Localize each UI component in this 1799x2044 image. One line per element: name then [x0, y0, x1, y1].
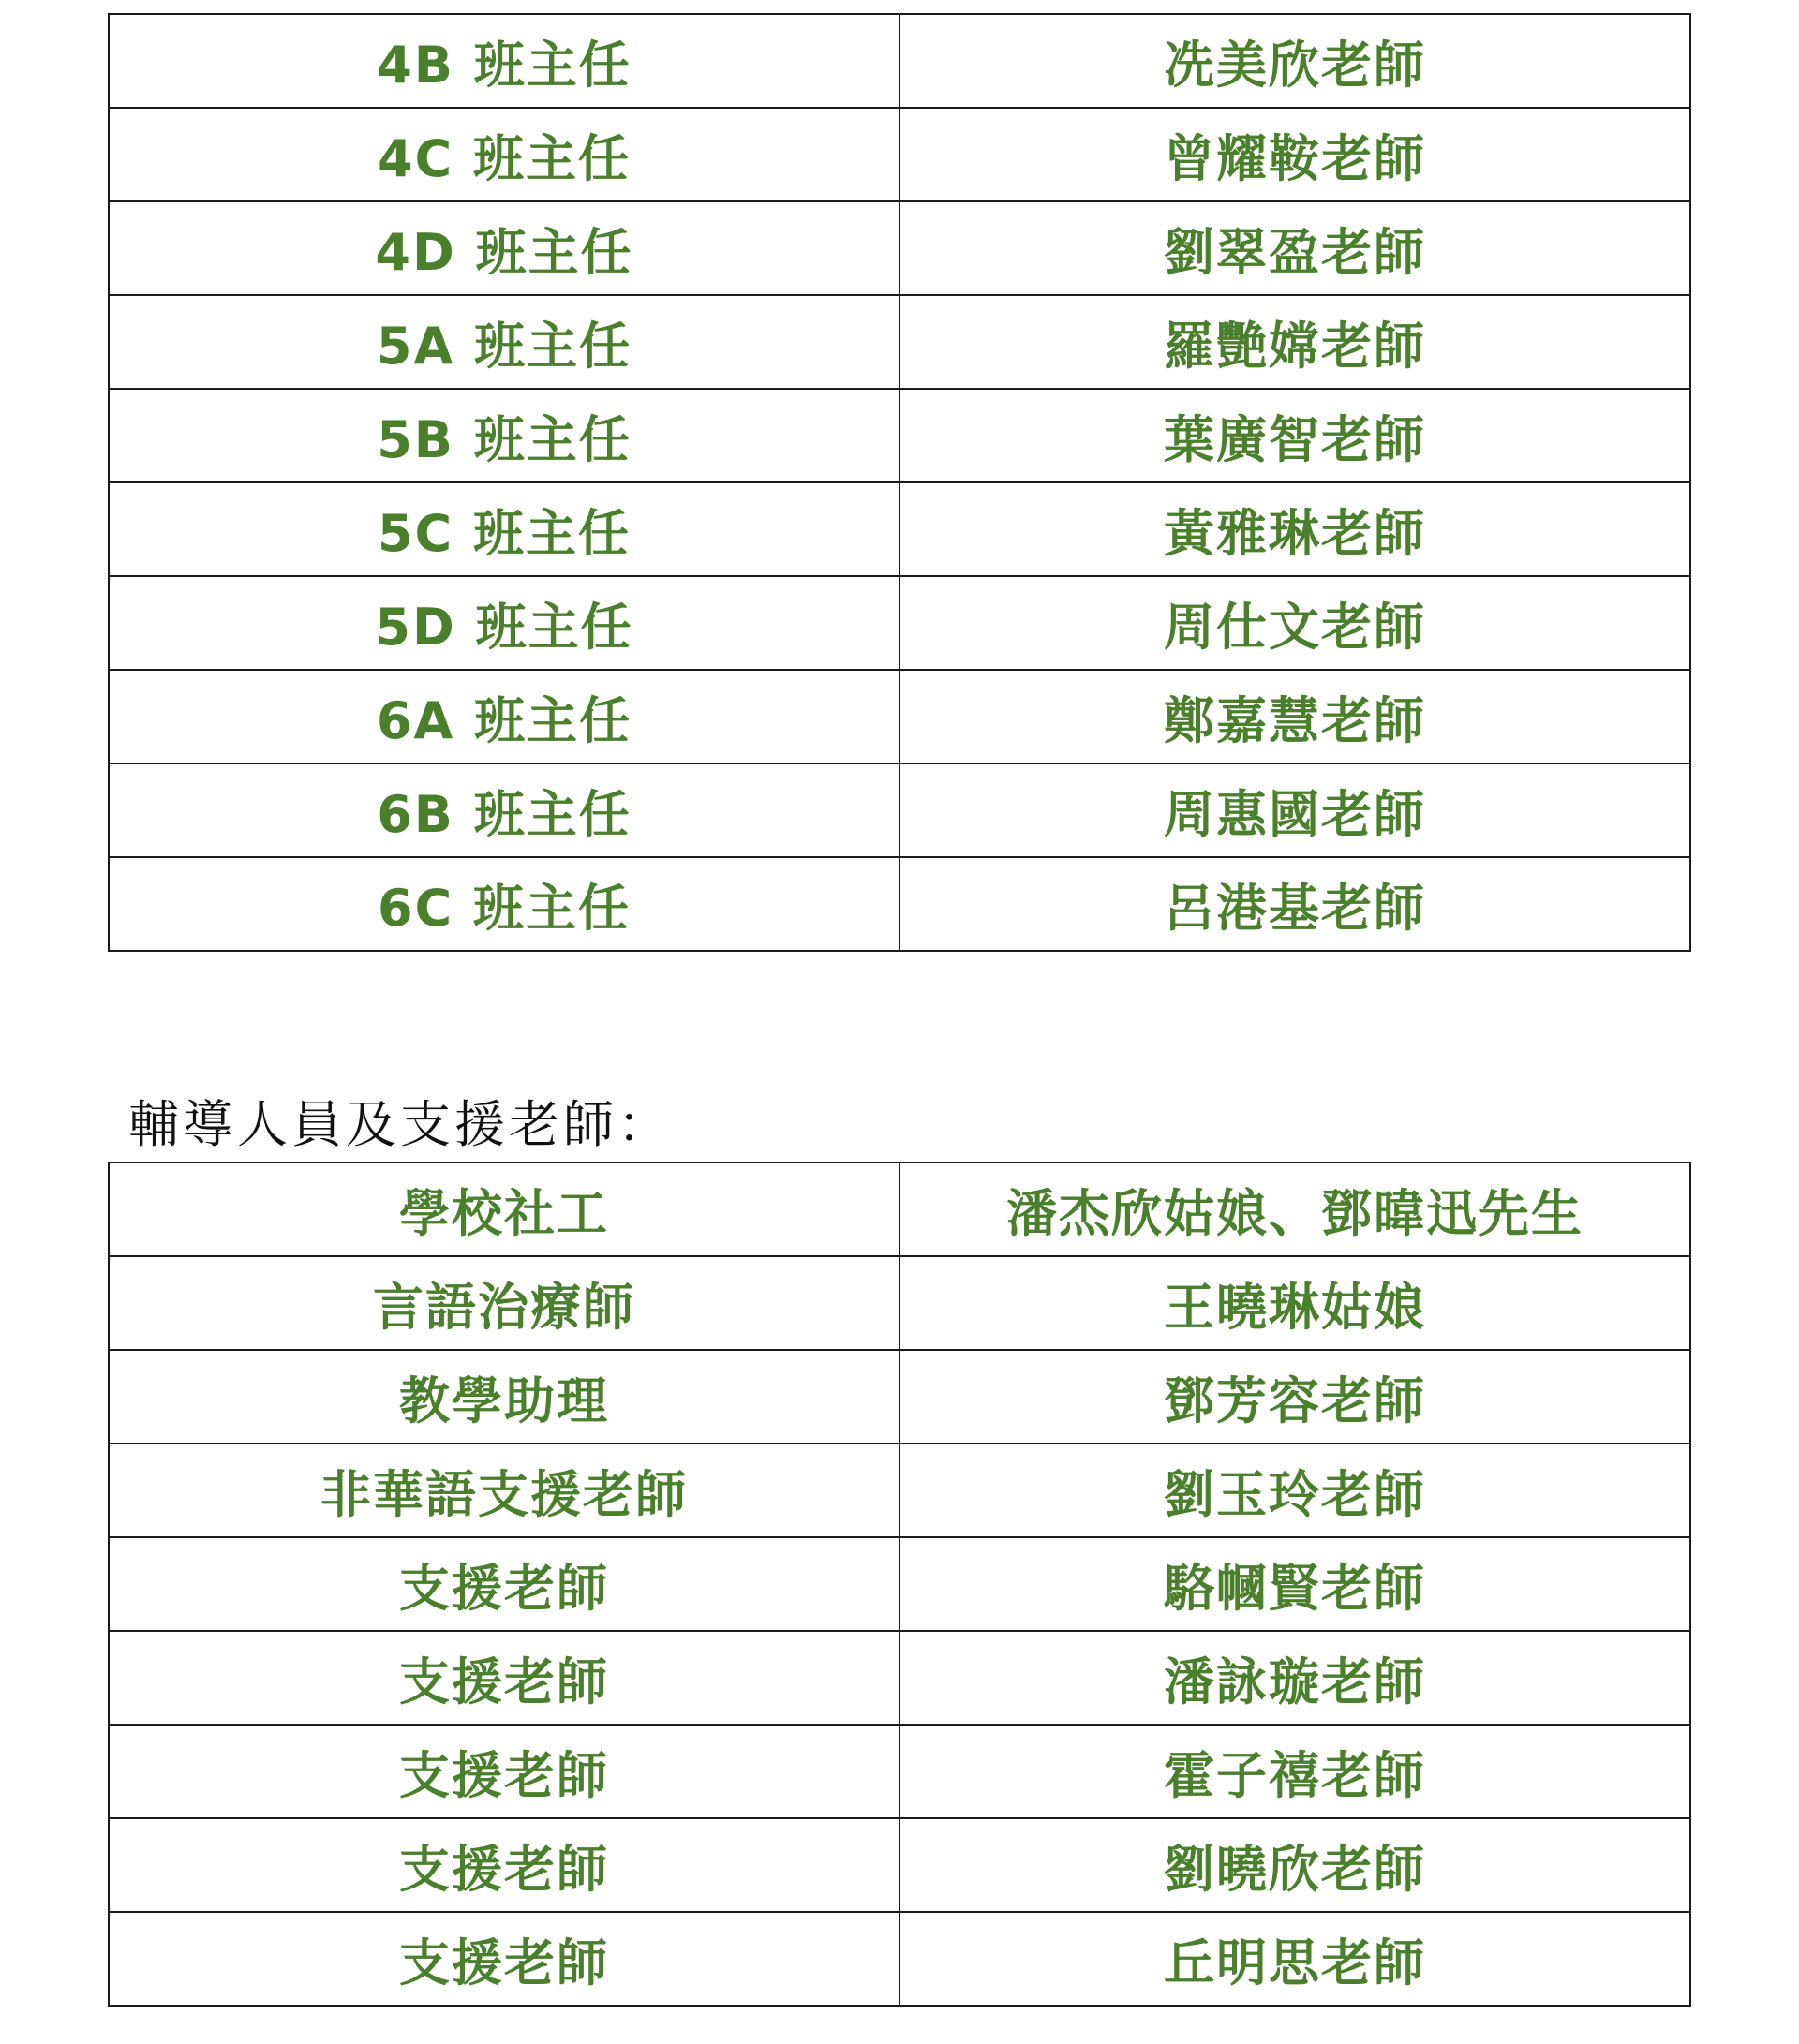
class-teacher-table	[108, 13, 1691, 952]
staff-name-cell: 霍子禧老師	[900, 1725, 1690, 1818]
staff-name-cell: 王曉琳姑娘	[900, 1256, 1690, 1350]
class-role-cell: 6A 班主任	[109, 670, 900, 763]
staff-name-cell: 丘明思老師	[900, 1912, 1690, 2006]
class-role-cell: 5C 班主任	[109, 482, 900, 576]
table-row	[109, 1444, 1690, 1537]
table-row	[109, 763, 1690, 857]
table-row	[109, 857, 1690, 951]
teacher-name-cell: 周惠國老師	[900, 763, 1690, 857]
staff-role-cell: 支援老師	[109, 1537, 900, 1631]
table-row	[109, 576, 1690, 670]
table-row	[109, 1350, 1690, 1444]
teacher-name-cell: 曾耀鞍老師	[900, 108, 1690, 201]
table-row	[109, 1256, 1690, 1350]
table-row	[109, 201, 1690, 295]
teacher-name-cell: 黃雅琳老師	[900, 482, 1690, 576]
staff-role-cell: 支援老師	[109, 1912, 900, 2006]
staff-name-cell: 劉玉玲老師	[900, 1444, 1690, 1537]
staff-role-cell: 支援老師	[109, 1818, 900, 1912]
staff-role-cell: 非華語支援老師	[109, 1444, 900, 1537]
teacher-name-cell: 葉廣智老師	[900, 389, 1690, 482]
staff-name-cell: 鄧芳容老師	[900, 1350, 1690, 1444]
table-row	[109, 108, 1690, 201]
support-staff-table	[108, 1162, 1691, 2007]
table-row	[109, 1631, 1690, 1725]
class-role-cell: 6C 班主任	[109, 857, 900, 951]
class-role-cell: 6B 班主任	[109, 763, 900, 857]
teacher-name-cell: 劉翠盈老師	[900, 201, 1690, 295]
staff-role-cell: 支援老師	[109, 1631, 900, 1725]
teacher-name-cell: 冼美欣老師	[900, 14, 1690, 108]
table-row	[109, 1818, 1690, 1912]
staff-name-cell: 潘詠璇老師	[900, 1631, 1690, 1725]
table-row	[109, 1163, 1690, 1256]
staff-name-cell: 潘杰欣姑娘、鄧暐迅先生	[900, 1163, 1690, 1256]
class-role-cell: 5B 班主任	[109, 389, 900, 482]
teacher-name-cell: 鄭嘉慧老師	[900, 670, 1690, 763]
teacher-name-cell: 羅艷嫦老師	[900, 295, 1690, 389]
staff-role-cell: 言語治療師	[109, 1256, 900, 1350]
class-role-cell: 5A 班主任	[109, 295, 900, 389]
teacher-name-cell: 周仕文老師	[900, 576, 1690, 670]
table-row	[109, 670, 1690, 763]
staff-role-cell: 學校社工	[109, 1163, 900, 1256]
table-row	[109, 295, 1690, 389]
table-row	[109, 14, 1690, 108]
staff-role-cell: 教學助理	[109, 1350, 900, 1444]
table-row	[109, 389, 1690, 482]
class-role-cell: 5D 班主任	[109, 576, 900, 670]
staff-name-cell: 劉曉欣老師	[900, 1818, 1690, 1912]
table-row	[109, 1537, 1690, 1631]
table-row	[109, 482, 1690, 576]
support-staff-heading: 輔導人員及支援老師：	[128, 1095, 672, 1154]
teacher-name-cell: 呂港基老師	[900, 857, 1690, 951]
class-role-cell: 4D 班主任	[109, 201, 900, 295]
table-row	[109, 1725, 1690, 1818]
class-role-cell: 4C 班主任	[109, 108, 900, 201]
staff-role-cell: 支援老師	[109, 1725, 900, 1818]
table-row	[109, 1912, 1690, 2006]
staff-name-cell: 駱幗賢老師	[900, 1537, 1690, 1631]
class-role-cell: 4B 班主任	[109, 14, 900, 108]
